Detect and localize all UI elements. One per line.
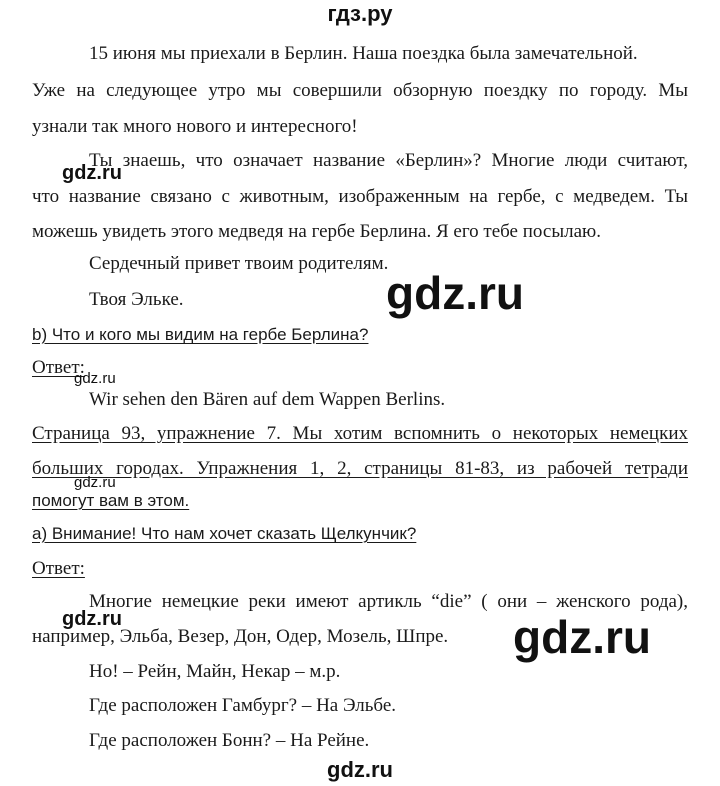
site-header: гдз.ру xyxy=(327,1,393,26)
watermark-logo: gdz.ru xyxy=(386,267,524,319)
site-footer: gdz.ru xyxy=(327,757,393,782)
watermark-logo: gdz.ru xyxy=(62,162,122,184)
letter-paragraph-1-line-1: 15 июня мы приехали в Берлин. Наша поездка была замечательной. xyxy=(89,43,638,64)
question-b: b) Что и кого мы видим на гербе Берлина? xyxy=(32,325,369,344)
answer-2-line-2: например, Эльба, Везер, Дон, Одер, Мозель, Шпре. xyxy=(32,626,449,647)
answer-2-line-5: Где расположен Бонн? – На Рейне. xyxy=(89,730,370,751)
watermark-logo: gdz.ru xyxy=(74,474,116,491)
letter-signature: Твоя Эльке. xyxy=(89,289,184,310)
answer-2-label: Ответ: xyxy=(32,558,85,579)
watermark-logo: gdz.ru xyxy=(74,370,116,387)
answer-2-line-4: Где расположен Гамбург? – На Эльбе. xyxy=(89,695,397,716)
answer-2-line-3: Но! – Рейн, Майн, Некар – м.р. xyxy=(89,661,341,682)
task-header-line-2: больших городах. Упражнения 1, 2, страницы 81-83, из рабочей тетради xyxy=(32,458,688,479)
watermark-logo: gdz.ru xyxy=(513,611,651,663)
letter-paragraph-2-line-2: что название связано с животным, изображенным на гербе, с медведем. Ты xyxy=(32,186,688,207)
answer-2-line-1: Многие немецкие реки имеют артикль “die” ( они – женского рода), xyxy=(89,591,688,612)
letter-paragraph-1-line-2: Уже на следующее утро мы совершили обзорную поездку по городу. Мы xyxy=(32,80,688,101)
watermark-logo: gdz.ru xyxy=(62,608,122,630)
answer-1-label: Ответ: xyxy=(32,357,85,378)
letter-paragraph-2-line-1: Ты знаешь, что означает название «Берлин»? Многие люди считают, xyxy=(89,150,688,171)
question-a: a) Внимание! Что нам хочет сказать Щелкунчик? xyxy=(32,524,417,543)
letter-paragraph-1-line-3: узнали так много нового и интересного! xyxy=(32,116,358,137)
task-header-line-1: Страница 93, упражнение 7. Мы хотим вспомнить о некоторых немецких xyxy=(32,423,688,444)
letter-greeting: Сердечный привет твоим родителям. xyxy=(89,253,389,274)
task-header-line-3: помогут вам в этом. xyxy=(32,491,190,510)
letter-paragraph-2-line-3: можешь увидеть этого медведя на гербе Берлина. Я его тебе посылаю. xyxy=(32,221,601,242)
answer-1-text: Wir sehen den Bären auf dem Wappen Berlins. xyxy=(89,389,446,410)
